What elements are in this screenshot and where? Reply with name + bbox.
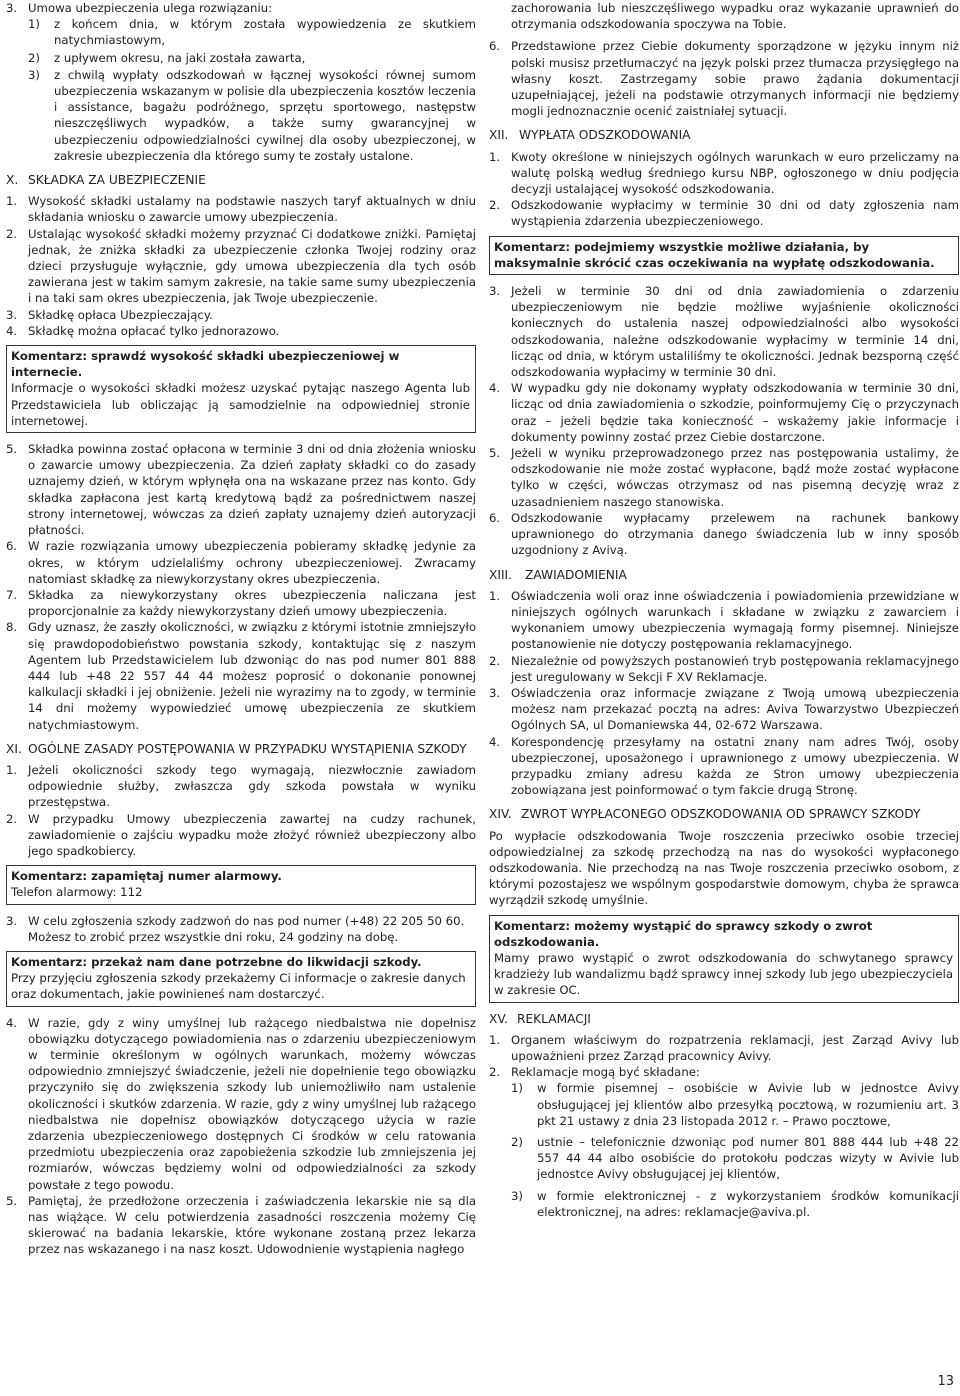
list-item: 2. Reklamacje mogą być składane: (489, 1065, 700, 1080)
continuation-text: zachorowania lub nieszczęśliwego wypadku oraz wykazanie uprawnień do otrzymania odszkodowania spoczywa na Tobie. (511, 1, 959, 32)
comment-text: Telefon alarmowy: 112 (11, 885, 143, 900)
list-item: 3. W celu zgłoszenia szkody zadzwoń do nas pod numer (+48) 22 205 50 60. Możesz to zrobić przez wszystkie dni roku, 24 godziny na dobę. (6, 913, 465, 944)
comment-title: Komentarz: przekaż nam dane potrzebne do likwidacji szkody. (11, 954, 422, 969)
sublist-item: 2) z upływem okresu, na jaki została zawarta, (28, 50, 306, 65)
page-number: 13 (937, 1373, 954, 1389)
list-item: 1. Organem właściwym do rozpatrzenia reklamacji, jest Zarząd Avivy lub upoważnieni przez Zarząd pracownicy Avivy. (489, 1032, 959, 1063)
list-item: 5. Pamiętaj, że przedłożone orzeczenia i zaświadczenia lekarskie nie są dla nas wiążące. W celu potwierdzenia zasadności roszczenia możemy Cię skierować na badania lekarskie, które wykonane zostaną przez lekarza przez nas wskazanego i na nasz koszt. Udowodnienie wystąpienia nagłego (6, 1193, 476, 1257)
list-item: 7. Składka za niewykorzystany okres ubezpieczenia naliczana jest proporcjonalnie za każdy niewykorzystany dzień umowy ubezpieczenia. (6, 587, 476, 619)
list-item: 1. Kwoty określone w niniejszych ogólnych warunkach w euro przeliczamy na walutę polską według średniego kursu NBP, ogłoszonego w dniu podjęcia decyzji ustalającej wysokość odszkodowania. (489, 149, 959, 197)
sublist-item: 3) w formie elektronicznej - z wykorzystaniem środków komunikacji elektronicznej, na adres: reklamacje@aviva.pl. (511, 1188, 959, 1219)
sublist-item: 1) w formie pisemnej – osobiście w Avivie lub w jednostce Avivy obsługującej jej klientów albo przesyłką pocztową, w rozumieniu art. 3 pkt 21 ustawy z dnia 23 listopada 2012 r. – Prawo pocztowe, (511, 1081, 959, 1128)
list-item: 4. W wypadku gdy nie dokonamy wypłaty odszkodowania w terminie 30 dni, licząc od dnia zawiadomienia o szkodzie, poinformujemy Cię o przyczynach oraz – jeżeli będzie taka konieczność – wskażemy jakie informacje i dokumenty powinny zostać przez Ciebie dostarczone. (489, 381, 959, 444)
comment-title: Komentarz: sprawdź wysokość składki ubezpieczeniowej w internecie. (11, 349, 400, 380)
list-item: 2. Odszkodowanie wypłacimy w terminie 30 dni od daty zgłoszenia nam wystąpienia zdarzenia ubezpieczeniowego. (489, 198, 959, 229)
list-item (6, 0, 476, 16)
list-item: 4. Składkę można opłacać tylko jednorazowo. (6, 323, 280, 338)
list-item: 1. Wysokość składki ustalamy na podstawie naszych taryf aktualnych w dniu składania wniosku o zawarcie umowy ubezpieczenia. (6, 194, 476, 225)
comment-box (6, 865, 476, 904)
comment-title: Komentarz: podejmiemy wszystkie możliwe działania, by maksymalnie skrócić czas oczekiwania na wypłatę odszkodowania. (494, 239, 935, 270)
list-item: 6. Przedstawione przez Ciebie dokumenty sporządzone w języku innym niż polski musisz przetłumaczyć na język polski przez tłumacza przysięgłego na własny koszt. Zastrzegamy sobie prawo żądania dokumentacji uzupełniającej, jeżeli na podstawie otrzymanych informacji nie będziemy mogli jednoznacznie ocenić zaistniałej sytuacji. (489, 39, 959, 119)
item-text: Umowa ubezpieczenia ulega rozwiązaniu: (28, 1, 273, 15)
list-item: 2. W przypadku Umowy ubezpieczenia zawartej na cudzy rachunek, zawiadomienie o zajściu wypadku może złożyć również ubezpieczony albo jego spadkobiercy. (6, 811, 476, 858)
section-heading: X. SKŁADKA ZA UBEZPIECZENIE (6, 173, 206, 188)
sublist (6, 16, 476, 164)
list-item: 3. Składkę opłaca Ubezpieczający. (6, 307, 213, 322)
sublist-item: 2) ustnie – telefonicznie dzwoniąc pod numer 801 888 444 lub +48 22 557 44 44 albo osobiście do protokołu podczas wizyty w Avivie lub jednostce Avivy obsługującej jej klientów, (511, 1135, 959, 1182)
list-item: 5. Składka powinna zostać opłacona w terminie 3 dni od dnia złożenia wniosku o zawarcie umowy ubezpieczenia. Za dzień zapłaty składki co do zasady uznajemy dzień, w którym wpłynęła ona na wskazane przez nas konto. Gdy składka zapłacona jest kartą kredytową bądź za pośrednictwem naszej strony internetowej, wówczas za dzień zapłaty uznajemy dzień autoryzacji płatności. (6, 442, 476, 538)
left-column (6, 0, 476, 1258)
section-heading: XIII. ZAWIADOMIENIA (489, 567, 627, 582)
list-item: 1. Oświadczenia woli oraz inne oświadczenia i powiadomienia przewidziane w niniejszych ogólnych warunkach i składane w związku z zawarciem i wykonaniem umowy ubezpieczenia wymagają formy pisemnej. Niniejsze postanowienie nie dotyczy postępowania reklamacyjnego. (489, 588, 959, 652)
right-column (489, 0, 959, 1221)
list-item: 4. Korespondencję przesyłamy na ostatni znany nam adres Twój, osoby ubezpieczonej, uposażonego i uprawnionego z umowy ubezpieczenia. W przypadku zmiany adresu każda ze Stron umowy ubezpieczenia zobowiązana jest poinformować o tym fakcie drugą Stronę. (489, 734, 959, 798)
section-heading: XII. WYPŁATA ODSZKODOWANIA (489, 128, 691, 143)
list-item: 4. W razie, gdy z winy umyślnej lub rażącego niedbalstwa nie dopełnisz obowiązku dotyczącego powiadomienia nas o zdarzeniu ubezpieczeniowym w terminie określonym w ogólnych warunkach, możemy wówczas odpowiednio zmniejszyć świadczenie, jeżeli nie dopełnienie tego obowiązku przyczyniło się do zwiększenia szkody lub uniemożliwiło nam ustalenie okoliczności i skutków zdarzenia. W razie, gdy z winy umyślnej lub rażącego niedbalstwa nie dopełnisz obowiązków dotyczącego użycia w razie zdarzenia ubezpieczeniowego dostępnych Ci środków w celu ratowania przedmiotu ubezpieczenia oraz zapobieżenia szkodzie lub zmniejszenia jej rozmiarów, wówczas będziemy wolni od odpowiedzialności za szkody powstałe z tego powodu. (6, 1015, 476, 1192)
list-item: 2. Niezależnie od powyższych postanowień tryb postępowania reklamacyjnego jest uregulowany w Sekcji F XV Reklamacje. (489, 653, 959, 684)
comment-text: Informacje o wysokości składki możesz uzyskać pytając naszego Agenta lub Przedstawiciela lub obliczając ją samodzielnie na odpowiedniej stronie internetowej. (11, 381, 470, 428)
section-heading: XI. OGÓLNE ZASADY POSTĘPOWANIA W PRZYPADKU WYSTĄPIENIA SZKODY (6, 741, 467, 756)
list-item: 5. Jeżeli w wyniku przeprowadzonego przez nas postępowania ustalimy, że odszkodowanie nie może zostać wypłacone, bądź może zostać wypłacone tylko w części, wówczas otrzymasz od nas pisemną decyzję wraz z uzasadnieniem naszego stanowiska. (489, 446, 959, 509)
item-number: 3. (6, 1, 18, 15)
comment-text: Przy przyjęciu zgłoszenia szkody przekażemy Ci informacje o zakresie danych oraz dokumentach, jakie powinieneś nam dostarczyć. (11, 971, 466, 1002)
comment-box (489, 915, 959, 1003)
list-item: 6. Odszkodowanie wypłacamy przelewem na rachunek bankowy uprawnionego do otrzymania danego świadczenia lub w inny sposób uzgodniony z Avivą. (489, 510, 959, 558)
list-item: 8. Gdy uznasz, że zaszły okoliczności, w związku z którymi istotnie zmniejszyło się prawdopodobieństwo powstania szkody, kontaktując się z naszym Agentem lub Przedstawicielem lub dzwoniąc do nas pod numer 801 888 444 lub +48 22 557 44 44 możesz poprosić o dokonanie ponownej kalkulacji składki i jej obniżenie. Jeżeli nie wyrazimy na to zgody, w terminie 14 dni możemy wypowiedzieć umowę ubezpieczenia ze skutkiem natychmiastowym. (6, 620, 476, 732)
comment-box (6, 345, 476, 433)
sublist (489, 1080, 959, 1220)
list-item: 3. Jeżeli w terminie 30 dni od dnia zawiadomienia o zdarzeniu ubezpieczeniowym nie będzie możliwe wyjaśnienie okoliczności koniecznych do ustalenia naszej odpowiedzialności albo wysokości odszkodowania, należne odszkodowanie wypłacimy w terminie 14 dni, licząc od dnia, w którym ustaliliśmy te okoliczności. Jednak bezsporną część odszkodowania wypłacimy w terminie 30 dni. (489, 284, 959, 380)
comment-title: Komentarz: możemy wystąpić do sprawcy szkody o zwrot odszkodowania. (494, 918, 873, 949)
list-item: 3. Oświadczenia oraz informacje związane z Twoją umową ubezpieczenia możesz nam przekazać pocztą na adres: Aviva Towarzystwo Ubezpieczeń Ogólnych SA, ul Domaniewska 44, 02-672 Warszawa. (489, 685, 959, 733)
comment-box (6, 951, 476, 1007)
comment-text: Mamy prawo wystąpić o zwrot odszkodowania do schwytanego sprawcy kradzieży lub wandalizmu bądź sprawcy innej szkody lub jego ubezpieczyciela w zakresie OC. (494, 950, 953, 998)
list-item: 6. W razie rozwiązania umowy ubezpieczenia pobieramy składkę jedynie za okres, w którym udzielaliśmy ochrony ubezpieczeniowej. Zwracamy natomiast składkę za niewykorzystany okres ubezpieczenia. (6, 539, 476, 586)
section-heading: XIV. ZWROT WYPŁACONEGO ODSZKODOWANIA OD SPRAWCY SZKODY (489, 807, 921, 822)
sublist-item: 1) z końcem dnia, w którym została wypowiedzenia ze skutkiem natychmiastowym, (28, 17, 476, 48)
section-heading: XV. REKLAMACJI (489, 1011, 591, 1026)
comment-title: Komentarz: zapamiętaj numer alarmowy. (11, 869, 282, 884)
list-item: 1. Jeżeli okoliczności szkody tego wymagają, niezwłocznie zawiadom odpowiednie służby, zwłaszcza gdy szkoda powstała w wyniku przestępstwa. (6, 762, 476, 810)
sublist-item: 3) z chwilą wypłaty odszkodowań w łącznej wysokości równej sumom ubezpieczenia wskazanym w polisie dla ubezpieczenia kosztów leczenia i assistance, bagażu podróżnego, sprzętu sportowego, następstw nieszczęśliwych wypadków, a także sumy gwarancyjnej w ubezpieczeniu odpowiedzialności cywilnej dla osoby ubezpieczonej, w zakresie ubezpieczenia dla którego sumy te zostały ustalone. (28, 67, 476, 163)
comment-box (489, 236, 959, 275)
paragraph: Po wypłacie odszkodowania Twoje roszczenia przeciwko osobie trzeciej odpowiedzialnej za szkodę przechodzą na nas do wysokości wypłaconego odszkodowania. Nie przechodzą na nas Twoje roszczenia przeciwko osobom, z którymi pozostajesz we wspólnym gospodarstwie domowym, chyba że sprawca wyrządził szkodę umyślnie. (489, 828, 959, 908)
list-item: 2. Ustalając wysokość składki możemy przyznać Ci dodatkowe zniżki. Pamiętaj jednak, że zniżka składki za ubezpieczenie członka Twojej rodziny oraz dzieci przysługuje wyłącznie, gdy umowa ubezpieczenia dla tych osób zawierana jest w takim samym zakresie, na takie same sumy ubezpieczenia i na taki sam okres ubezpieczenia, jak Twoje ubezpieczenie. (6, 226, 476, 306)
